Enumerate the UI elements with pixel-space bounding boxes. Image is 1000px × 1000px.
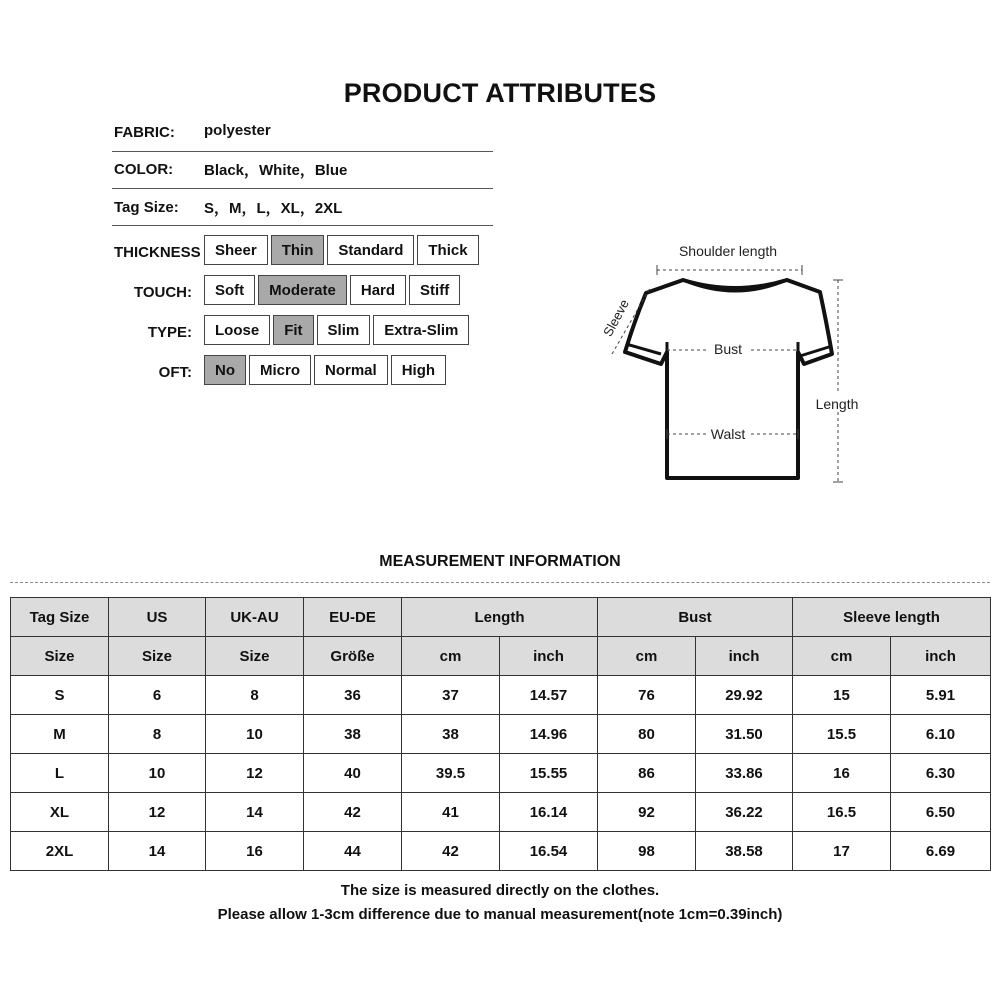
option-group-label: TOUCH:	[133, 284, 192, 301]
table-cell: 42	[304, 793, 402, 832]
table-row	[11, 832, 991, 871]
waist-label: Walst	[710, 426, 746, 442]
table-cell: S	[11, 676, 109, 715]
table-cell: 40	[304, 754, 402, 793]
shoulder-label: Shoulder length	[678, 243, 778, 259]
option-row	[204, 275, 460, 305]
attr-divider	[112, 188, 493, 189]
option-slim[interactable]: Slim	[317, 315, 371, 345]
option-thick[interactable]: Thick	[417, 235, 478, 265]
table-cell: 31.50	[696, 715, 793, 754]
note-difference: Please allow 1-3cm difference due to manual measurement(note 1cm=0.39inch)	[217, 906, 783, 923]
table-cell: XL	[11, 793, 109, 832]
table-cell: 16.54	[500, 832, 598, 871]
table-cell: 92	[598, 793, 696, 832]
table-cell: 38	[304, 715, 402, 754]
table-row	[11, 715, 991, 754]
option-loose[interactable]: Loose	[204, 315, 270, 345]
option-soft[interactable]: Soft	[204, 275, 255, 305]
tshirt-outline	[625, 280, 832, 478]
table-cell: 6.69	[891, 832, 991, 871]
option-micro[interactable]: Micro	[249, 355, 311, 385]
table-cell: 36.22	[696, 793, 793, 832]
table-cell: 6	[109, 676, 206, 715]
option-row	[204, 235, 479, 265]
table-subheader-cell: cm	[793, 637, 891, 676]
table-cell: 12	[206, 754, 304, 793]
option-hard[interactable]: Hard	[350, 275, 406, 305]
table-row	[11, 676, 991, 715]
table-cell: 6.10	[891, 715, 991, 754]
bust-label: Bust	[713, 341, 743, 357]
option-stiff[interactable]: Stiff	[409, 275, 460, 305]
attr-value: S，M，L，XL，2XL	[204, 200, 343, 217]
table-header-cell: EU-DE	[304, 598, 402, 637]
table-cell: 14	[206, 793, 304, 832]
table-subheader-cell: Size	[109, 637, 206, 676]
table-subheader-cell: Größe	[304, 637, 402, 676]
note-measured: The size is measured directly on the clothes.	[340, 882, 660, 899]
option-normal[interactable]: Normal	[314, 355, 388, 385]
table-subheader-row	[11, 637, 991, 676]
table-cell: 38.58	[696, 832, 793, 871]
table-cell: 6.50	[891, 793, 991, 832]
table-header-row	[11, 598, 991, 637]
table-cell: 16	[793, 754, 891, 793]
table-cell: 14	[109, 832, 206, 871]
table-cell: M	[11, 715, 109, 754]
option-no[interactable]: No	[204, 355, 246, 385]
table-cell: 14.96	[500, 715, 598, 754]
table-cell: 5.91	[891, 676, 991, 715]
table-cell: 80	[598, 715, 696, 754]
option-row	[204, 315, 469, 345]
measurement-title: MEASUREMENT INFORMATION	[379, 553, 621, 570]
option-row	[204, 355, 446, 385]
table-row	[11, 793, 991, 832]
attr-value: Black，White，Blue	[204, 162, 348, 179]
table-cell: 12	[109, 793, 206, 832]
table-subheader-cell: inch	[696, 637, 793, 676]
table-cell: 39.5	[402, 754, 500, 793]
table-cell: 86	[598, 754, 696, 793]
table-cell: L	[11, 754, 109, 793]
table-subheader-cell: cm	[402, 637, 500, 676]
tshirt-diagram	[590, 230, 880, 500]
table-cell: 16	[206, 832, 304, 871]
table-cell: 14.57	[500, 676, 598, 715]
table-cell: 10	[109, 754, 206, 793]
attr-value: polyester	[204, 122, 271, 139]
attr-label: FABRIC:	[114, 124, 175, 141]
table-cell: 10	[206, 715, 304, 754]
option-group-label: OFT:	[158, 364, 192, 381]
table-subheader-cell: Size	[11, 637, 109, 676]
dotted-divider	[10, 582, 990, 583]
sleeve-label: Sleeve	[600, 296, 632, 339]
option-fit[interactable]: Fit	[273, 315, 313, 345]
table-header-cell: Bust	[598, 598, 793, 637]
table-cell: 2XL	[11, 832, 109, 871]
table-cell: 38	[402, 715, 500, 754]
table-cell: 44	[304, 832, 402, 871]
option-sheer[interactable]: Sheer	[204, 235, 268, 265]
table-cell: 8	[206, 676, 304, 715]
table-header-cell: Tag Size	[11, 598, 109, 637]
table-subheader-cell: inch	[500, 637, 598, 676]
table-cell: 29.92	[696, 676, 793, 715]
table-cell: 76	[598, 676, 696, 715]
table-header-cell: UK-AU	[206, 598, 304, 637]
table-cell: 33.86	[696, 754, 793, 793]
attr-label: Tag Size:	[114, 199, 179, 216]
table-subheader-cell: Size	[206, 637, 304, 676]
option-group-label: THICKNESS	[114, 244, 201, 261]
table-header-cell: US	[109, 598, 206, 637]
option-standard[interactable]: Standard	[327, 235, 414, 265]
table-header-cell: Sleeve length	[793, 598, 991, 637]
option-high[interactable]: High	[391, 355, 446, 385]
table-cell: 17	[793, 832, 891, 871]
table-cell: 8	[109, 715, 206, 754]
table-cell: 15.55	[500, 754, 598, 793]
table-header-cell: Length	[402, 598, 598, 637]
table-cell: 41	[402, 793, 500, 832]
table-cell: 42	[402, 832, 500, 871]
attr-divider	[112, 225, 493, 226]
option-group-label: TYPE:	[147, 324, 192, 341]
table-cell: 6.30	[891, 754, 991, 793]
length-label: Length	[815, 396, 859, 412]
measurement-table	[10, 597, 991, 871]
table-cell: 36	[304, 676, 402, 715]
table-cell: 16.5	[793, 793, 891, 832]
table-cell: 37	[402, 676, 500, 715]
table-cell: 15.5	[793, 715, 891, 754]
attr-divider	[112, 151, 493, 152]
page-title: PRODUCT ATTRIBUTES	[343, 78, 657, 108]
option-extra-slim[interactable]: Extra-Slim	[373, 315, 469, 345]
table-row	[11, 754, 991, 793]
table-cell: 15	[793, 676, 891, 715]
table-cell: 98	[598, 832, 696, 871]
table-subheader-cell: inch	[891, 637, 991, 676]
table-subheader-cell: cm	[598, 637, 696, 676]
option-moderate[interactable]: Moderate	[258, 275, 347, 305]
attr-label: COLOR:	[114, 161, 174, 178]
table-cell: 16.14	[500, 793, 598, 832]
option-thin[interactable]: Thin	[271, 235, 325, 265]
